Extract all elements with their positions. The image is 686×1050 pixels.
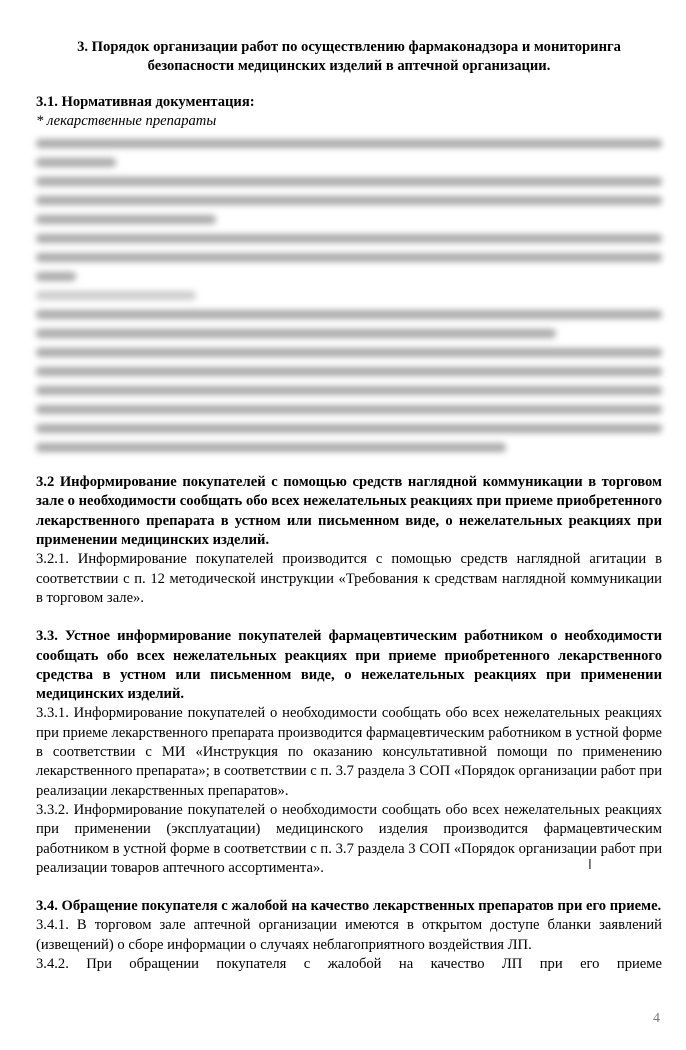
section-3-4-paragraph-1: 3.4.1. В торговом зале аптечной организации имеются в открытом доступе бланки заявлений (извещений) о сборе информации о случаях неблагоприятного воздействия ЛП. bbox=[36, 917, 662, 953]
section-3-2-paragraph-1: 3.2.1. Информирование покупателей производится с помощью средств наглядной агитации в соответствии с п. 12 методической инструкции «Требования к средствам наглядной коммуникации в торговом зале». bbox=[36, 551, 662, 606]
section-3-1-note: * лекарственные препараты bbox=[36, 112, 217, 129]
page-number: 4 bbox=[653, 1011, 660, 1026]
section-3-3-paragraph-1: 3.3.1. Информирование покупателей о необходимости сообщать обо всех нежелательных реакциях при приеме лекарственного препарата производится фармацевтическим работником в устной форме в соответствии с МИ «Инструкция по оказанию консультативной помощи по применению лекарственного препарата»; в соответствии с п. 3.7 раздела 3 СОП «Порядок организации работ при реализации лекарственных препаратов». bbox=[36, 705, 662, 799]
section-3-1-heading: 3.1. Нормативная документация: bbox=[36, 93, 255, 110]
blurred-normative-list bbox=[36, 133, 662, 463]
section-3-4-heading: 3.4. Обращение покупателя с жалобой на качество лекарственных препаратов при его приеме. bbox=[36, 898, 662, 915]
document-page bbox=[36, 38, 662, 974]
section-3-3-heading: 3.3. Устное информирование покупателей фармацевтическим работником о необходимости сообщать обо всех нежелательных реакциях при приеме приобретенного лекарственного средства в устном или письменном виде, о нежелательных реакциях при применении медицинских изделий. bbox=[36, 628, 662, 703]
section-3-2-heading: 3.2 Информирование покупателей с помощью средств наглядной коммуникации в торговом зале о необходимости сообщать обо всех нежелательных реакциях при приеме приобретенного лекарственного препарата в устном или письменном виде, о нежелательных реакциях при применении медицинских изделий. bbox=[36, 474, 662, 549]
text-cursor-icon: I bbox=[588, 858, 592, 873]
section-3-3-paragraph-2: 3.3.2. Информирование покупателей о необходимости сообщать обо всех нежелательных реакциях при применении (эксплуатации) медицинского изделия производится фармацевтическим работником в устной форме в соответствии с п. 3.7 раздела 3 СОП «Порядок организации работ при реализации товаров аптечного ассортимента». bbox=[36, 801, 662, 876]
section-3-4-paragraph-2: 3.4.2. При обращении покупателя с жалобой на качество ЛП при его приеме bbox=[36, 956, 662, 973]
document-title: 3. Порядок организации работ по осуществлению фармаконадзора и мониторинга безопасности медицинских изделий в аптечной организации. bbox=[77, 39, 621, 75]
